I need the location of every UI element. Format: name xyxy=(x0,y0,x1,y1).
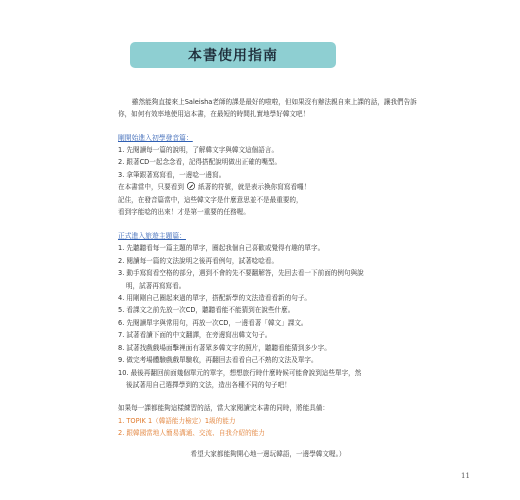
pencil-icon xyxy=(187,182,195,190)
page-title-banner xyxy=(130,42,336,68)
section-heading-pronunciation: 剛開始進入初學發音篇： xyxy=(118,134,193,142)
section-heading-travel: 正式進入旅遊主題篇： xyxy=(118,232,186,241)
travel-step-8: 8. 試著找戲戲場面擊裡面有著眾多韓文字的照片，聽聽看能猜到多少字。 xyxy=(118,343,331,352)
pronunciation-note-line xyxy=(118,181,418,193)
outcome-1: 1. TOPIK 1（韓語能力檢定）1級的能力 xyxy=(118,416,236,425)
pronunciation-note-b: 紙著的符號，就是表示換你寫寫看囉！ xyxy=(198,183,311,192)
travel-step-6: 6. 先閱讀單字與常用句，再放一次CD，一邊看著「韓文」課文。 xyxy=(118,318,308,327)
travel-step-10: 10. 最後再翻回前面幾個單元的單字，想想旅行時什麼時候可能會說到這些單字，然 xyxy=(118,368,362,377)
travel-step-1: 1. 先聽聽看每一篇主題的單字，圈起我個自己喜歡或覺得有趣的單字。 xyxy=(118,244,325,253)
pronunciation-step-3: 3. 拿筆跟著寫寫看，一邊唸一邊寫。 xyxy=(118,170,226,179)
pronunciation-remember: 記住，在發音篇當中，這些韓文字是什麼意思並不是最重要的， xyxy=(118,195,303,204)
travel-step-7: 7. 試著看讀下面的中文翻譯，在旁邊寫出韓文句子。 xyxy=(118,331,272,340)
outro-line: 如果每一課都能夠這樣練習的話，當大家閱讀完本書的同時，將能具備： xyxy=(118,404,329,413)
outcome-2: 2. 跟韓國當地人簡易溝通、交流、自我介紹的能力 xyxy=(118,429,265,438)
travel-step-3-cont: 明，試著再寫寫看。 xyxy=(126,281,186,290)
intro-paragraph: 雖然能夠直接來上Saleisha老師的課是最好的啦啦，但如果沒有辦法親自來上課的話，讓我們告訴你，如何有效率地使用這本書，在最短的時間扎實地學好韓文吧！ xyxy=(118,98,417,118)
travel-step-5: 5. 看課文之前先放一次CD，聽聽看能不能猜到在說些什麼。 xyxy=(118,306,295,315)
travel-step-10-cont: 後試著用自己選擇學到的文法，造出各種不同的句子吧！ xyxy=(126,380,291,389)
page-title: 本書使用指南 xyxy=(188,48,278,64)
pronunciation-step-2: 2. 跟著CD一起念念看，記得搭配說明做出正確的嘴型。 xyxy=(118,158,282,167)
page-number: 11 xyxy=(461,472,470,480)
closing-line: 希望大家都能夠開心地一邊玩韓語，一邊學韓文喔。） xyxy=(190,449,346,458)
pronunciation-note-a: 在本書當中，只要看到 xyxy=(118,183,184,192)
pronunciation-step-1: 1. 先閱讀每一篇的說明，了解韓文字與韓文這個語言。 xyxy=(118,146,279,154)
travel-step-4: 4. 用剛剛自己圈起來過的單字，搭配新學的文法造看看新的句子。 xyxy=(118,294,312,303)
pronunciation-goal: 看到字能唸的出來！才是第一重要的任務喔。 xyxy=(118,208,250,217)
travel-step-3: 3. 動手寫寫看空格的部分，遇到不會的先不要翻解答，先回去看一下前面的例句與說 xyxy=(118,269,364,278)
page-body xyxy=(118,96,418,460)
travel-step-2: 2. 閱讀每一篇的文法說明之後再看例句，試著唸唸看。 xyxy=(118,256,279,265)
travel-step-9: 9. 做完考場體驗戲戲單驗收，再翻回去看看自己不熟的文法及單字。 xyxy=(118,356,318,365)
